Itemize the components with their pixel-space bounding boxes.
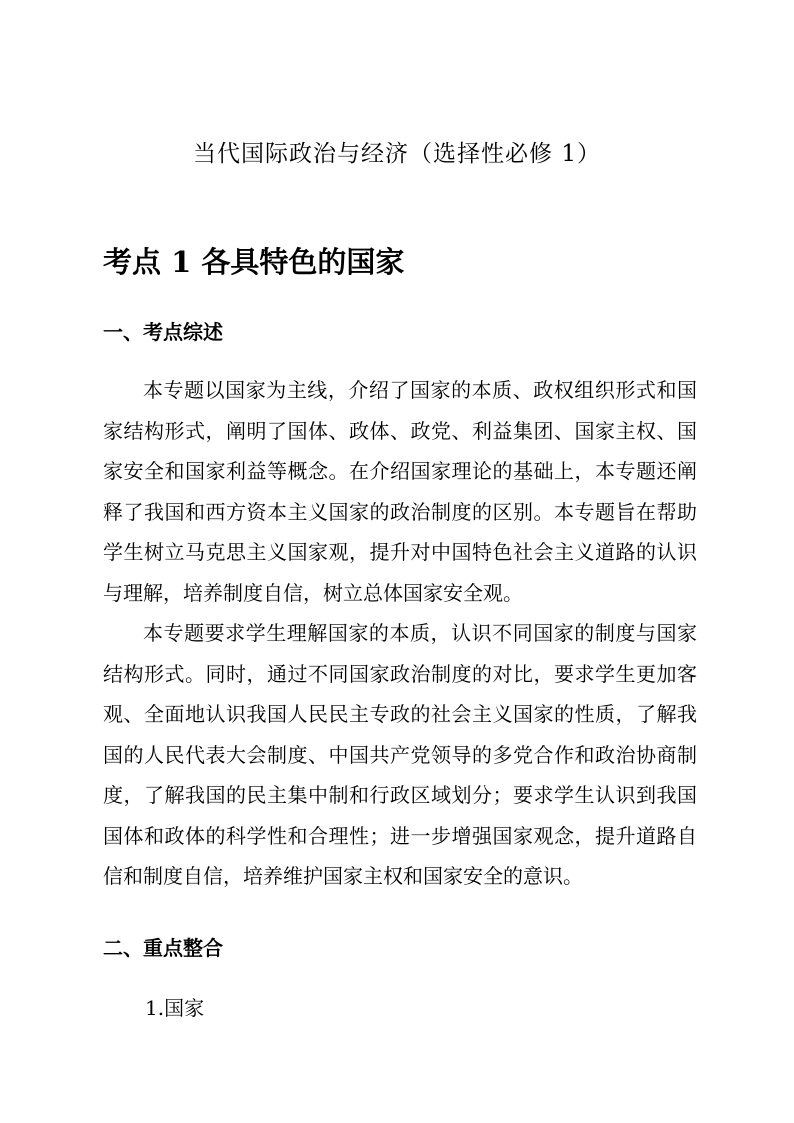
paragraph-2: 本专题要求学生理解国家的本质，认识不同国家的制度与国家结构形式。同时，通过不同国家政治制度的对比，要求学生更加客观、全面地认识我国人民民主专政的社会主义国家的性质，了解我国的人民代表大会制度、中国共产党领导的多党合作和政治协商制度，了解我国的民主集中制和行政区域划分；要求学生认识到我国国体和政体的科学性和合理性；进一步增强国家观念，提升道路自信和制度自信，培养维护国家主权和国家安全的意识。 [103, 621, 697, 888]
overview-text [103, 370, 697, 897]
list-item-state: 1.国家 [145, 996, 205, 1020]
subheading-overview: 一、考点综述 [103, 320, 223, 344]
section-heading: 考点 1 各具特色的国家 [103, 245, 405, 279]
paragraph-1: 本专题以国家为主线，介绍了国家的本质、政权组织形式和国家结构形式，阐明了国体、政体、政党、利益集团、国家主权、国家安全和国家利益等概念。在介绍国家理论的基础上，本专题还阐释了我国和西方资本主义国家的政治制度的区别。本专题旨在帮助学生树立马克思主义国家观，提升对中国特色社会主义道路的认识与理解，培养制度自信，树立总体国家安全观。 [103, 378, 697, 605]
document-title: 当代国际政治与经济（选择性必修 1） [193, 141, 601, 167]
subheading-key-points: 二、重点整合 [103, 936, 223, 960]
